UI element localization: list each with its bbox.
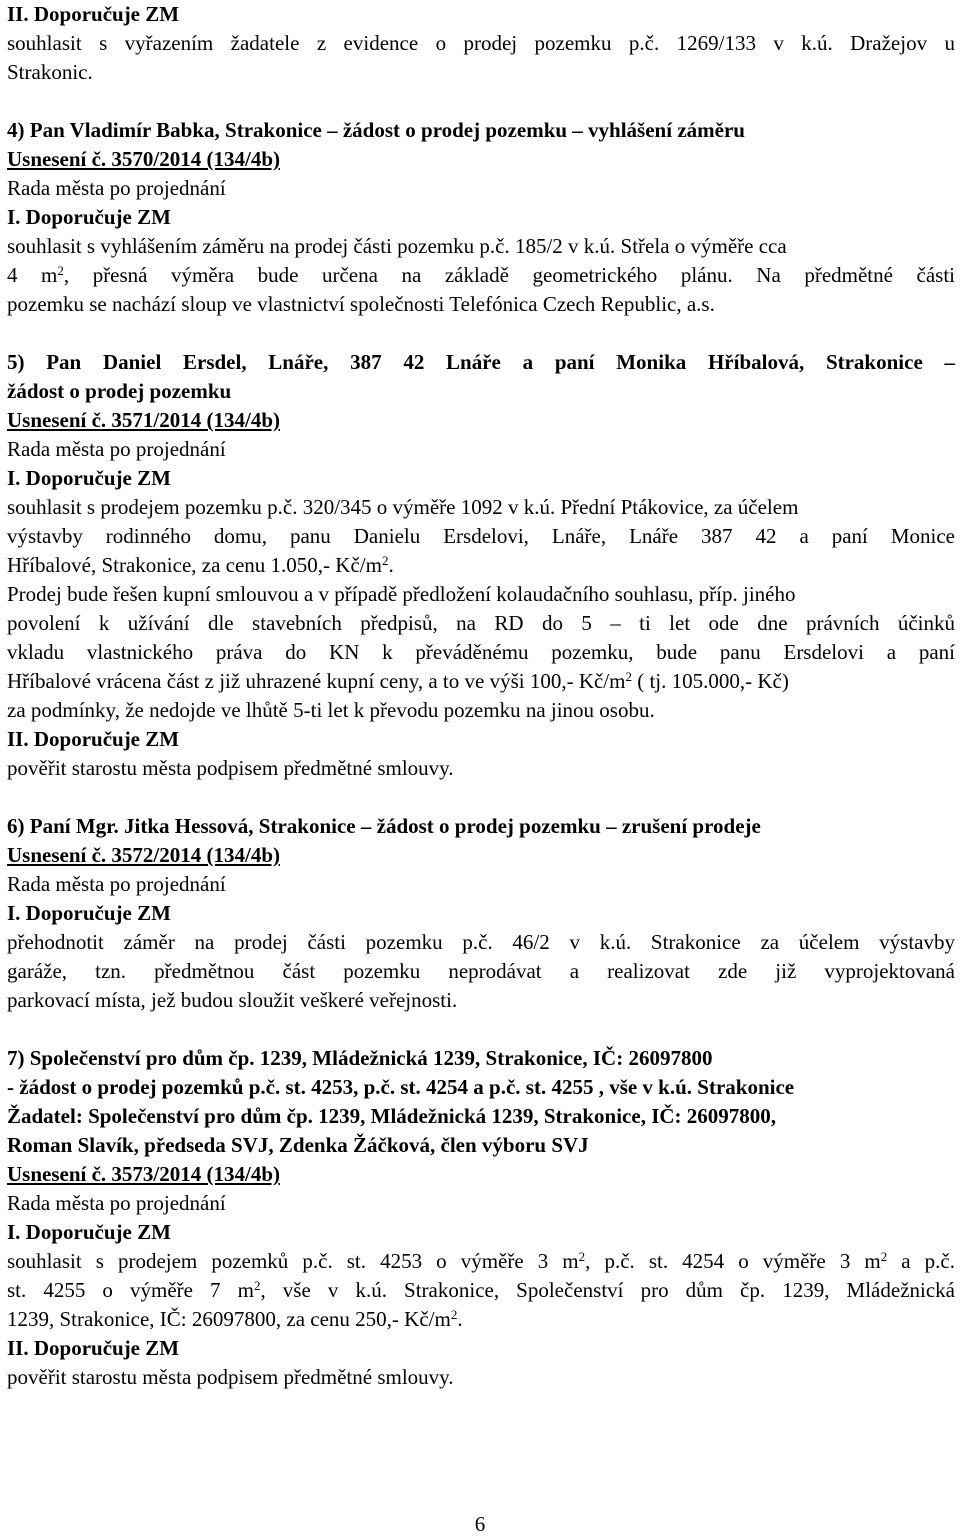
- resolution-number: Usnesení č. 3573/2014 (134/4b): [7, 1162, 280, 1186]
- text-fragment: , p.č. st. 4254 o výměře 3 m: [585, 1249, 881, 1273]
- text-line: Rada města po projednání: [7, 176, 226, 200]
- text-fragment: .: [457, 1307, 463, 1331]
- bold-heading-line: I. Doporučuje ZM: [7, 466, 171, 490]
- bold-heading-line: 7) Společenství pro dům čp. 1239, Mládežnická 1239, Strakonice, IČ: 26097800: [7, 1046, 713, 1070]
- bold-heading-line: II. Doporučuje ZM: [7, 1336, 180, 1360]
- superscript: 2: [578, 1249, 586, 1264]
- section-s3_tail: [7, 0, 955, 87]
- superscript: 2: [381, 553, 389, 568]
- bold-heading-line: II. Doporučuje ZM: [7, 2, 180, 26]
- bold-heading-line: II. Doporučuje ZM: [7, 727, 180, 751]
- text-line: Rada města po projednání: [7, 1191, 226, 1215]
- bold-heading-line: Roman Slavík, předseda SVJ, Zdenka Žáčková, člen výboru SVJ: [7, 1133, 589, 1157]
- text-line: vkladu vlastnického práva do KN k převáděnému pozemku, bude panu Ersdelovi a paní: [7, 640, 955, 664]
- text-fragment: .: [388, 553, 394, 577]
- text-fragment: 4 m: [7, 263, 58, 287]
- text-fragment: , přesná výměra bude určena na základě geometrického plánu. Na předmětné části: [63, 263, 955, 287]
- text-fragment: Hříbalové, Strakonice, za cenu 1.050,- Kč/m: [7, 553, 382, 577]
- bold-heading-line: I. Doporučuje ZM: [7, 205, 171, 229]
- bold-heading-line: - žádost o prodej pozemků p.č. st. 4253, p.č. st. 4254 a p.č. st. 4255 , vše v k.ú. Strakonice: [7, 1075, 795, 1099]
- text-line: Strakonic.: [7, 60, 93, 84]
- bold-heading-line: I. Doporučuje ZM: [7, 901, 171, 925]
- resolution-number: Usnesení č. 3571/2014 (134/4b): [7, 408, 280, 432]
- text-line: souhlasit s vyřazením žadatele z evidence o prodej pozemku p.č. 1269/133 v k.ú. Dražejov u: [7, 31, 955, 55]
- section-s7: [7, 1044, 955, 1392]
- section-spacer: [7, 87, 955, 116]
- text-fragment: a p.č.: [887, 1249, 955, 1273]
- text-line: Rada města po projednání: [7, 437, 226, 461]
- text-line: [7, 551, 955, 580]
- bold-heading-line: I. Doporučuje ZM: [7, 1220, 171, 1244]
- bold-heading-line: 5) Pan Daniel Ersdel, Lnáře, 387 42 Lnáře a paní Monika Hříbalová, Strakonice –: [7, 350, 955, 374]
- text-line: souhlasit s vyhlášením záměru na prodej části pozemku p.č. 185/2 v k.ú. Střela o výměře cca: [7, 234, 787, 258]
- section-spacer: [7, 1015, 955, 1044]
- superscript: 2: [450, 1307, 458, 1322]
- text-line: [7, 261, 955, 290]
- text-line: parkovací místa, jež budou sloužit veškeré veřejnosti.: [7, 988, 458, 1012]
- superscript: 2: [880, 1249, 888, 1264]
- bold-heading-line: Žadatel: Společenství pro dům čp. 1239, Mládežnická 1239, Strakonice, IČ: 26097800,: [7, 1104, 777, 1128]
- section-spacer: [7, 783, 955, 812]
- text-line: pověřit starostu města podpisem předmětné smlouvy.: [7, 1365, 454, 1389]
- section-s5: [7, 348, 955, 783]
- text-line: [7, 667, 955, 696]
- text-fragment: souhlasit s prodejem pozemků p.č. st. 4253 o výměře 3 m: [7, 1249, 579, 1273]
- text-line: [7, 1247, 955, 1276]
- text-line: pověřit starostu města podpisem předmětné smlouvy.: [7, 756, 454, 780]
- text-line: [7, 1276, 955, 1305]
- text-line: Prodej bude řešen kupní smlouvou a v případě předložení kolaudačního souhlasu, příp. jiného: [7, 582, 796, 606]
- superscript: 2: [57, 263, 64, 278]
- text-line: Rada města po projednání: [7, 872, 226, 896]
- section-s4: [7, 116, 955, 319]
- text-fragment: 1239, Strakonice, IČ: 26097800, za cenu 250,- Kč/m: [7, 1307, 451, 1331]
- text-fragment: st. 4255 o výměře 7 m: [7, 1278, 254, 1302]
- resolution-number: Usnesení č. 3570/2014 (134/4b): [7, 147, 280, 171]
- text-line: přehodnotit záměr na prodej části pozemku p.č. 46/2 v k.ú. Strakonice za účelem výstavby: [7, 930, 955, 954]
- text-fragment: Hříbalové vrácena část z již uhrazené kupní ceny, a to ve výši 100,- Kč/m: [7, 669, 626, 693]
- text-line: výstavby rodinného domu, panu Danielu Ersdelovi, Lnáře, Lnáře 387 42 a paní Monice: [7, 524, 955, 548]
- document-page: [7, 0, 955, 1392]
- text-line: pozemku se nachází sloup ve vlastnictví společnosti Telefónica Czech Republic, a.s.: [7, 292, 715, 316]
- bold-heading-line: 4) Pan Vladimír Babka, Strakonice – žádost o prodej pozemku – vyhlášení záměru: [7, 118, 745, 142]
- bold-heading-line: 6) Paní Mgr. Jitka Hessová, Strakonice – žádost o prodej pozemku – zrušení prodeje: [7, 814, 761, 838]
- text-line: povolení k užívání dle stavebních předpisů, na RD do 5 – ti let ode dne právních účinků: [7, 611, 955, 635]
- section-spacer: [7, 319, 955, 348]
- text-line: [7, 1305, 955, 1334]
- text-line: garáže, tzn. předmětnou část pozemku neprodávat a realizovat zde již vyprojektovaná: [7, 959, 955, 983]
- text-line: za podmínky, že nedojde ve lhůtě 5-ti let k převodu pozemku na jinou osobu.: [7, 698, 655, 722]
- bold-heading-line: žádost o prodej pozemku: [7, 379, 232, 403]
- page-number: 6: [474, 1512, 486, 1536]
- superscript: 2: [253, 1278, 261, 1293]
- text-line: souhlasit s prodejem pozemku p.č. 320/345 o výměře 1092 v k.ú. Přední Ptákovice, za účelem: [7, 495, 799, 519]
- text-fragment: ( tj. 105.000,- Kč): [631, 669, 789, 693]
- resolution-number: Usnesení č. 3572/2014 (134/4b): [7, 843, 280, 867]
- superscript: 2: [625, 669, 632, 684]
- text-fragment: , vše v k.ú. Strakonice, Společenství pro dům čp. 1239, Mládežnická: [260, 1278, 955, 1302]
- section-s6: [7, 812, 955, 1015]
